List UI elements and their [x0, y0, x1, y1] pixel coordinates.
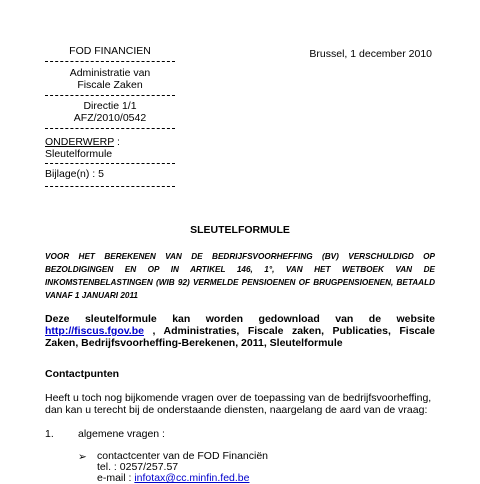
list-item-text: algemene vragen :: [78, 428, 165, 440]
contact-name: contactcenter van de FOD Financiën: [97, 450, 269, 462]
divider: [45, 163, 175, 164]
onderwerp-value: Sleutelformule: [45, 148, 113, 160]
download-paragraph: [45, 313, 435, 349]
contact-email-link[interactable]: infotax@cc.minfin.fed.be: [134, 472, 250, 484]
document-title: SLEUTELFORMULE: [190, 224, 290, 236]
onderwerp-label: [45, 136, 175, 148]
download-text-after: , Administraties, Fiscale zaken, Publicaties, Fiscale Zaken, Bedrijfsvoorheffing-Berekenen, 2011, Sleutelformule: [45, 325, 435, 349]
divider: [45, 95, 175, 96]
document-date: Brussel, 1 december 2010: [309, 48, 432, 60]
reference-number: AFZ/2010/0542: [73, 112, 147, 124]
divider: [45, 128, 175, 129]
contact-email-label: e-mail :: [97, 472, 135, 484]
section-title: Contactpunten: [45, 368, 120, 380]
contact-block: [97, 451, 268, 484]
divider: [45, 61, 175, 62]
onderwerp-separator: :: [114, 136, 120, 148]
directie: Directie 1/1: [83, 100, 137, 112]
admin-line-1: Administratie van: [69, 67, 151, 79]
contact-email-line: [97, 473, 268, 484]
arrow-bullet-icon: ➢: [78, 451, 87, 463]
onderwerp-label-text: ONDERWERP: [45, 136, 115, 148]
contact-phone: tel. : 0257/257.57: [97, 461, 179, 473]
bijlage: Bijlage(n) : 5: [45, 168, 104, 180]
document-subtitle: VOOR HET BEREKENEN VAN DE BEDRIJFSVOORHEFFING (BV) VERSCHULDIGD OP BEZOLDIGINGEN EN OP IN ARTIKEL 146, 1°, VAN HET WETBOEK VAN DE INKOMSTENBELASTINGEN (WIB 92) VERMELDE PENSIOENEN OF BRUGPENSIOENEN, BETAALD VANAF 1 JANUARI 2011: [45, 252, 435, 300]
download-text-before: Deze sleutelformule kan worden gedownload van de website: [45, 313, 435, 325]
admin-line-2: Fiscale Zaken: [77, 79, 143, 91]
list-number: 1.: [45, 428, 54, 440]
divider: [45, 186, 175, 187]
contact-paragraph: Heeft u toch nog bijkomende vragen over de toepassing van de bedrijfsvoorheffing, dan kan u terecht bij de onderstaande diensten, naargelang de aard van de vraag:: [45, 392, 432, 416]
website-link[interactable]: http://fiscus.fgov.be: [45, 325, 144, 337]
org-name: FOD FINANCIEN: [69, 45, 151, 57]
